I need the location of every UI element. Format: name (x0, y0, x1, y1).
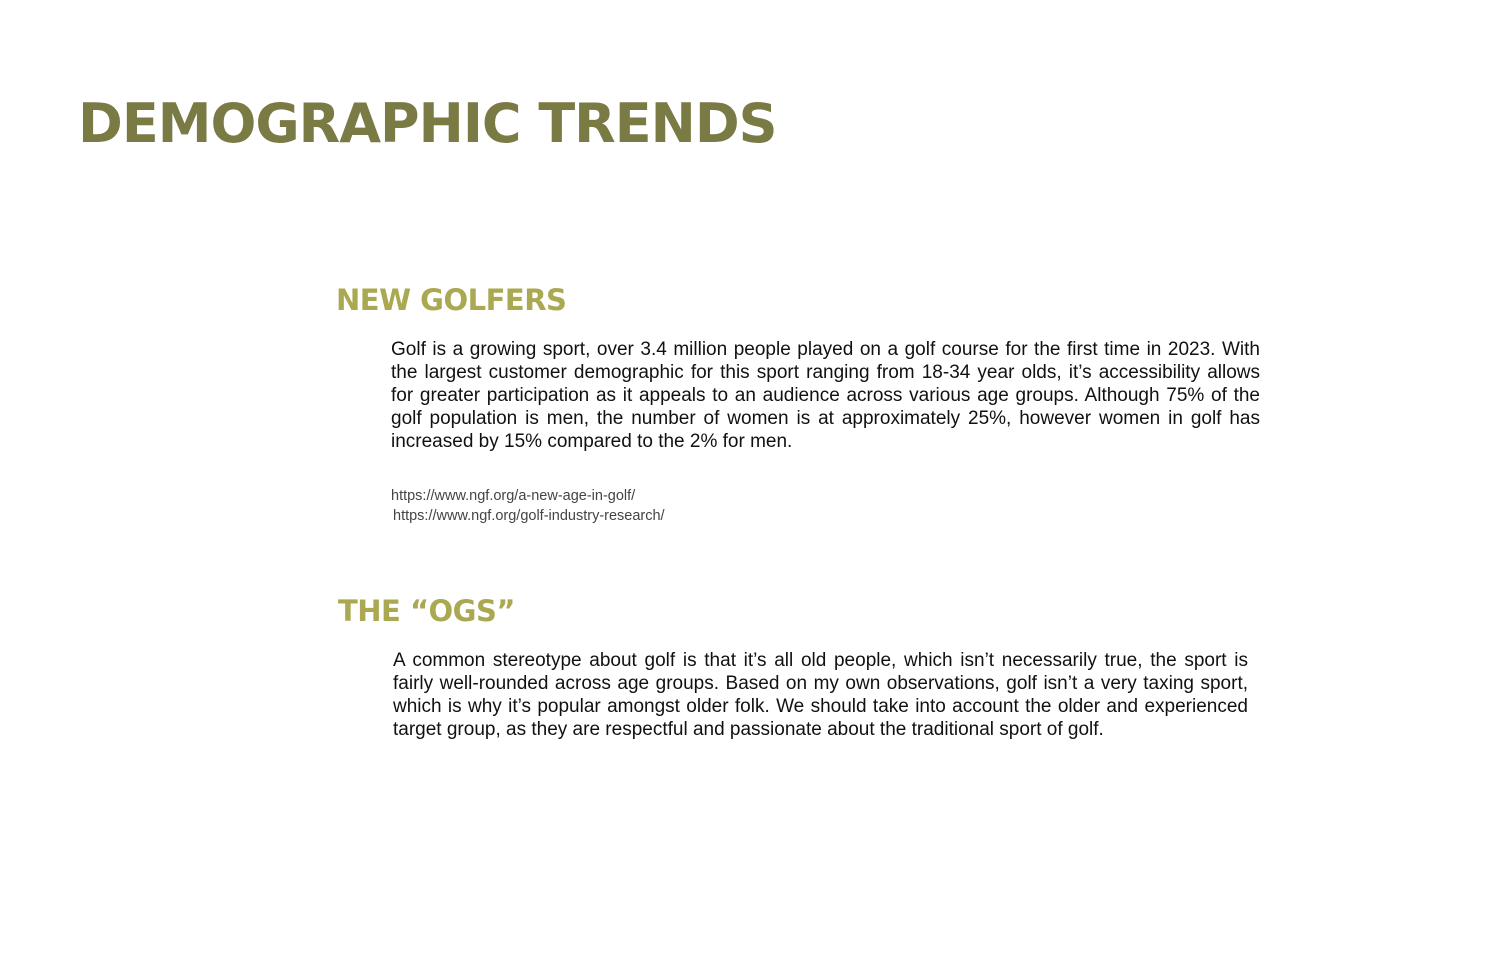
section-heading-ogs: THE “OGS” (338, 594, 515, 628)
section-body-new-golfers: Golf is a growing sport, over 3.4 million people played on a golf course for the first time in 2023. With the largest customer demographic for this sport ranging from 18-34 year olds, it’s accessibility allows for greater participation as it appeals to an audience across various age groups. Although 75% of the golf population is men, the number of women is at approximately 25%, however women in golf has increased by 15% compared to the 2% for men. (391, 339, 1260, 452)
section-heading-new-golfers: NEW GOLFERS (336, 283, 567, 317)
page-title: DEMOGRAPHIC TRENDS (78, 92, 777, 155)
section-body-ogs: A common stereotype about golf is that it’s all old people, which isn’t necessarily true, the sport is fairly well-rounded across age groups. Based on my own observations, golf isn’t a very taxing sport, which is why it’s popular amongst older folk. We should take into account the older and experienced target group, as they are respectful and passionate about the traditional sport of golf. (393, 650, 1248, 740)
source-link-industry-research[interactable]: https://www.ngf.org/golf-industry-research/ (393, 508, 665, 524)
source-link-new-age[interactable]: https://www.ngf.org/a-new-age-in-golf/ (391, 488, 636, 504)
